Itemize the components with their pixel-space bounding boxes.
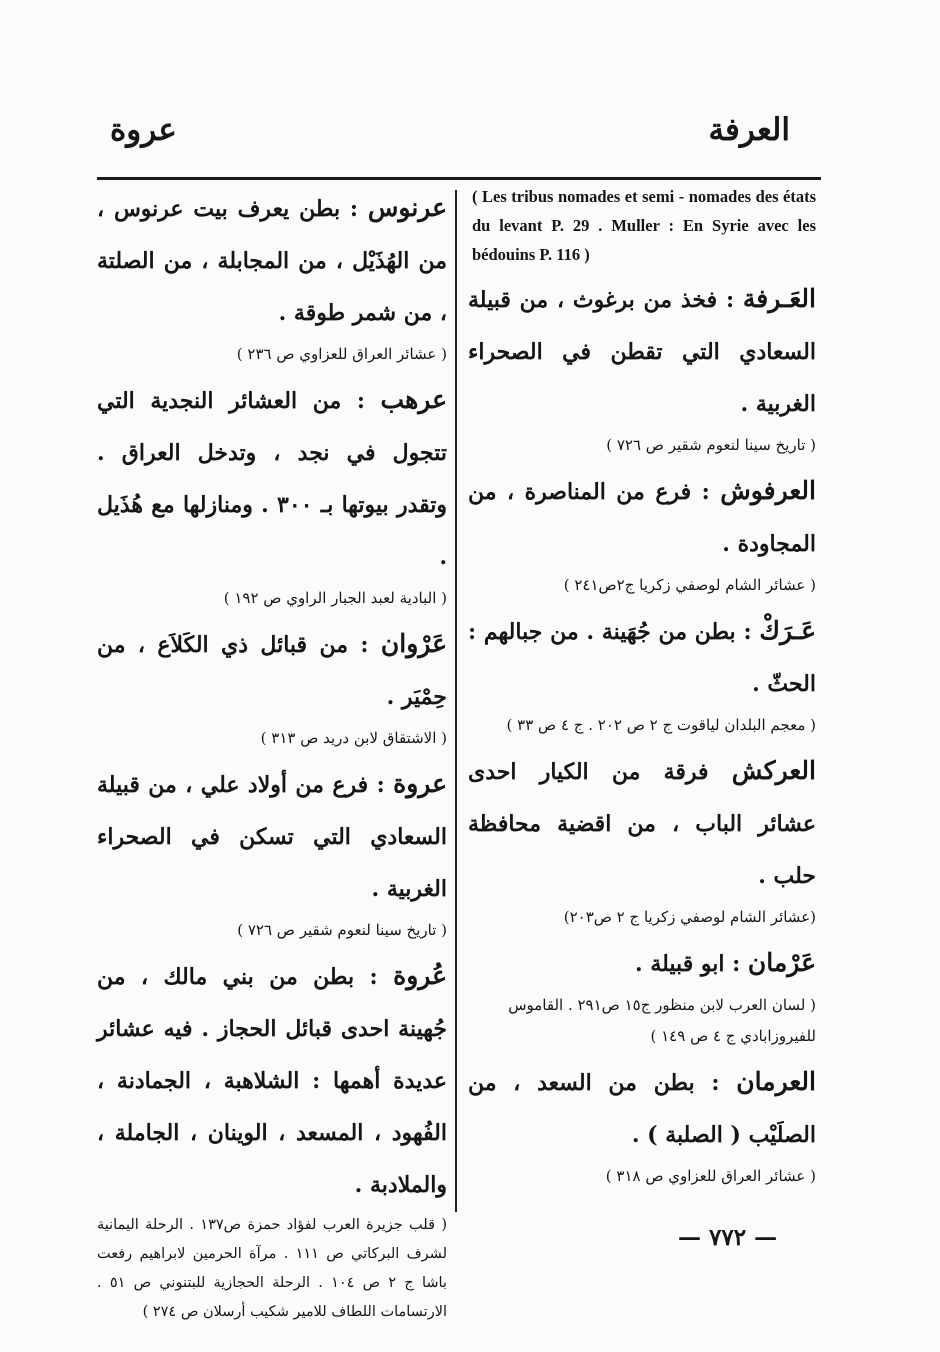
entry-source: ( تاريخ سينا لنعوم شقير ص ٧٢٦ ) — [606, 436, 816, 454]
entry-sources: ( قلب جزيرة العرب لفؤاد حمزة ص١٣٧ . الرحلة اليمانية لشرف البركاتي ص ١١١ . مرآة الحرمين لابراهيم رفعت باشا ج ٢ ص ١٠٤ . الرحلة الحجازية للبتنوني ص ٥١ . الارتسامات اللطاف للامير شكيب أرسلان ص ٢٧٤ ) — [97, 1217, 447, 1320]
entry-term: عرهب — [380, 385, 447, 414]
entry-term: العرمان — [736, 1067, 816, 1096]
entry-term: العَـرفة — [742, 284, 816, 313]
entry-text: : من العشائر النجدية التي تتجول في نجد ، وتدخل العراق . وتقدر بيوتها بـ ٣٠٠ . ومنازلها مع هُذَيل . — [97, 388, 447, 570]
entry-source: (عشائر الشام لوصفي زكريا ج ٢ ص٢٠٣) — [563, 908, 816, 926]
entry — [468, 465, 816, 570]
entry-source: ( البادية لعبد الجبار الراوي ص ١٩٢ ) — [223, 589, 447, 607]
entry-text: : فرع من المناصرة ، من المجاودة . — [468, 479, 816, 557]
entry — [97, 950, 447, 1211]
entry-text: : بطن من السعد ، من الصلَيْب ( الصلبة ) . — [468, 1070, 816, 1148]
entry-text: : فرع من أولاد علي ، من قبيلة السعادي التي تسكن في الصحراء الغربية . — [97, 772, 447, 902]
entry-source: ( الاشتقاق لابن دريد ص ٣١٣ ) — [260, 729, 447, 747]
entry-text: : فخذ من برغوث ، من قبيلة السعادي التي تقطن في الصحراء الغربية . — [468, 287, 816, 417]
entry — [97, 758, 447, 915]
entry-text: : بطن من بني مالك ، من جُهينة احدى قبائل الحجاز . فيه عشائر عديدة أهمها : الشلاهبة ، الجمادنة ، الفُهود ، المسعد ، الوينان ، الجاملة ، والملادبة . — [97, 964, 447, 1198]
entry-term: عَـرَكْ — [759, 616, 816, 645]
header-rule — [97, 177, 821, 180]
entry-text: : بطن من جُهَينة . من جبالهم : الحثّ . — [468, 619, 816, 697]
french-reference: ( Les tribus nomades et semi - nomades des états du levant P. 29 . Muller : En Syrie avec les bédouins P. 116 ) — [472, 187, 816, 264]
header-left-word: عروة — [110, 112, 177, 148]
left-column — [97, 182, 447, 1327]
entry-source: ( عشائر الشام لوصفي زكريا ج٢ص٢٤١ ) — [563, 576, 816, 594]
entry — [468, 745, 816, 902]
entry-source: ( عشائر العراق للعزاوي ص ٢٣٦ ) — [236, 345, 447, 363]
entry-term: عرنوس — [367, 193, 447, 222]
entry-term: عَرْمان — [747, 948, 816, 977]
entry — [468, 1056, 816, 1161]
entry-text: : من قبائل ذي الكَلاَع ، من حِمْيَر . — [97, 632, 447, 710]
entry — [97, 182, 447, 339]
entry-source: ( تاريخ سينا لنعوم شقير ص ٧٢٦ ) — [237, 921, 447, 939]
header-right-word: العرفة — [708, 112, 790, 148]
entry-term: عُروة — [393, 961, 447, 990]
entry — [97, 618, 447, 723]
column-divider — [455, 190, 457, 1212]
entry-source: ( عشائر العراق للعزاوي ص ٣١٨ ) — [605, 1167, 816, 1185]
entry-term: عَرْوان — [380, 629, 447, 658]
entry-text: : بطن يعرف بيت عرنوس ، من الهُذَيْل ، من المجابلة ، من الصلتة ، من شمر طوقة . — [97, 196, 447, 326]
entry — [97, 374, 447, 583]
entry-source: ( معجم البلدان لياقوت ج ٢ ص ٢٠٢ . ج ٤ ص ٣٣ ) — [506, 716, 816, 734]
entry-term: العرفوش — [720, 476, 816, 505]
entry-source: ( لسان العرب لابن منظور ج١٥ ص٢٩١ . القاموس للفيروزابادي ج ٤ ص ١٤٩ ) — [508, 996, 816, 1045]
right-column — [468, 182, 816, 1196]
entry-term: العركش — [731, 756, 816, 785]
entry-term: عروة — [393, 769, 447, 798]
page-number: — ٧٧٢ — — [678, 1224, 778, 1251]
entry-text: فرقة من الكيار احدى عشائر الباب ، من اقضية محافظة حلب . — [468, 759, 816, 889]
entry — [468, 937, 816, 990]
entry — [468, 273, 816, 430]
entry — [468, 605, 816, 710]
entry-text: : ابو قبيلة . — [635, 951, 748, 977]
